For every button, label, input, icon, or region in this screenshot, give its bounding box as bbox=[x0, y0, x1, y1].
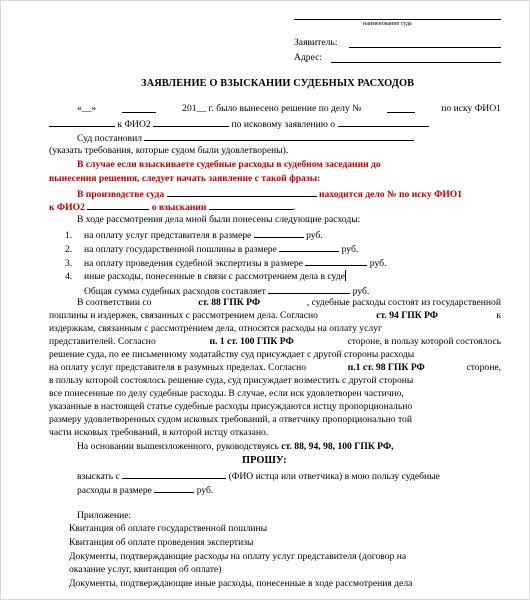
court-name-line bbox=[294, 19, 501, 20]
law-line-7: в пользу которой состоялось решение суда, суд присуждает возместить с другой стороны bbox=[49, 375, 414, 386]
law-line-11: части исковых требований, в которой истцу отказано. bbox=[49, 427, 269, 438]
law-line-6 bbox=[49, 362, 501, 374]
law-l4-c: стороне, в пользу которой состоялось bbox=[347, 336, 501, 347]
intro-line-3 bbox=[77, 131, 414, 145]
expense-item bbox=[65, 270, 346, 283]
expense-item bbox=[65, 242, 358, 256]
note-court-blank bbox=[167, 187, 317, 197]
basis-line-2 bbox=[77, 469, 440, 483]
expense-item bbox=[65, 228, 323, 242]
basis-recover-label: взыскать с bbox=[77, 471, 120, 482]
expense-item-unit: руб. bbox=[341, 244, 359, 255]
intro-claimant-blank bbox=[49, 117, 115, 127]
basis-amount-blank bbox=[154, 483, 194, 493]
intro-court-ruled: Суд постановил bbox=[77, 133, 143, 144]
attachment-item: Квитанция об оплате проведения экспертизы bbox=[69, 537, 254, 548]
law-l4-a: представителей. Согласно bbox=[49, 336, 156, 347]
law-l1-a: В соответствии со bbox=[77, 297, 152, 308]
expense-item-number: 4. bbox=[65, 271, 73, 282]
expense-item-text: на оплату государственной пошлины в размере bbox=[84, 244, 277, 255]
document-title: ЗАЯВЛЕНИЕ О ВЗЫСКАНИИ СУДЕБНЫХ РАСХОДОВ bbox=[141, 78, 415, 89]
basis-line-1 bbox=[77, 441, 394, 453]
expenses-total bbox=[84, 284, 369, 298]
basis-line-3 bbox=[77, 483, 213, 497]
request-heading: ПРОШУ: bbox=[242, 455, 287, 466]
court-name-caption: наименование суда bbox=[363, 21, 412, 27]
law-line-5: решение суда, по ее письменному ходатайству суд присуждает с другой стороны расходы bbox=[49, 349, 415, 360]
attachment-item: Документы, подтверждающие иные расходы, понесенные в ходе рассмотрения дела bbox=[69, 578, 413, 589]
law-art-94: ст. 94 ГПК РФ bbox=[376, 310, 439, 321]
intro-claim-subject-text: по исковому заявлению о bbox=[231, 119, 336, 130]
note-defendant-label: к ФИО2 bbox=[49, 202, 85, 213]
law-line-1 bbox=[77, 297, 501, 309]
note-recovery-blank bbox=[209, 200, 293, 210]
law-l2-c: к bbox=[496, 310, 501, 321]
note-line-3 bbox=[77, 187, 462, 201]
expense-item-unit: руб. bbox=[369, 258, 387, 269]
expense-item-number: 2. bbox=[65, 244, 73, 255]
law-line-8: все понесенные по делу судебные расходы. В случае, если иск удовлетворен частично, bbox=[49, 388, 404, 399]
law-l2: пошлины и издержек, связанных с рассмотрением дела. Согласно bbox=[49, 310, 318, 321]
law-art-100: п. 1 ст. 100 ГПК РФ bbox=[209, 336, 294, 347]
address-label: Адрес: bbox=[294, 52, 323, 63]
basis-amount-label: расходы в размере bbox=[77, 485, 152, 496]
intro-date-day: «__» bbox=[77, 103, 97, 114]
intro-line-2: к ФИО2 по исковому заявлению о . bbox=[49, 117, 430, 131]
expense-item-text: на оплату услуг представителя в размере bbox=[84, 230, 252, 241]
basis-amount-unit: руб. bbox=[196, 485, 214, 496]
expense-amount-blank bbox=[305, 256, 367, 266]
applicant-label: Заявитель: bbox=[294, 37, 338, 48]
basis-articles: ст. 88, 94, 98, 100 ГПК РФ, bbox=[281, 441, 394, 452]
note-line-4: к ФИО2 о взыскании . bbox=[49, 202, 296, 213]
intro-ruling-blank bbox=[144, 131, 414, 141]
basis-party-blank bbox=[122, 469, 226, 479]
law-line-9: указанные в настоящей статье судебные расходы присуждаются истцу пропорционально bbox=[49, 401, 413, 412]
expenses-total-label: Общая сумма судебных расходов составляет bbox=[84, 286, 266, 297]
note-proceeding-label: В производстве суда bbox=[77, 189, 165, 200]
intro-defendant-blank bbox=[153, 117, 229, 127]
intro-date-month-blank bbox=[122, 103, 156, 113]
expense-amount-blank bbox=[279, 242, 339, 252]
note-line-2: вынесения решения, следует начать заявление с такой фразы: bbox=[49, 173, 321, 184]
intro-defendant-label: к ФИО2 bbox=[117, 119, 151, 130]
expense-amount-blank bbox=[254, 228, 304, 238]
expenses-total-unit: руб. bbox=[352, 286, 370, 297]
expense-item-unit: руб. bbox=[306, 230, 323, 241]
expense-item-text: иные расходы, понесенные в связи с рассмотрением дела в суде bbox=[84, 271, 345, 282]
intro-line-4: (указать требования, которые судом были удовлетворены). bbox=[49, 145, 289, 156]
basis-party-hint: (ФИО истца или ответчика) в мою пользу судебные bbox=[228, 471, 440, 482]
attachments-label: Приложение: bbox=[77, 510, 132, 521]
expense-item-number: 3. bbox=[65, 258, 73, 269]
law-line-2 bbox=[49, 310, 501, 322]
applicant-line bbox=[349, 47, 501, 48]
law-art-88: ст. 88 ГПК РФ bbox=[198, 297, 261, 308]
law-line-3: издержкам, связанным с рассмотрением дела, относятся расходы на оплату услуг bbox=[49, 323, 382, 334]
intro-decision-text: 201__ г. было вынесено решение по делу № bbox=[182, 103, 362, 114]
law-line-4 bbox=[49, 336, 501, 348]
note-case-text: находится дело № по иску ФИО1 bbox=[318, 189, 463, 200]
law-l6-c: стороне, bbox=[466, 362, 501, 373]
address-line bbox=[331, 62, 501, 63]
attachment-item: оказание услуг, квитанция об оплате) bbox=[69, 564, 222, 575]
attachment-item: Документы, подтверждающие расходы на оплату услуг представителя (договор на bbox=[69, 551, 407, 562]
law-l6-a: на оплату услуг представителя в разумных пределах. Согласно bbox=[49, 362, 307, 373]
expenses-total-blank bbox=[268, 284, 350, 294]
law-line-10: размеру удовлетворенных судом исковых требований, а ответчику пропорционально той bbox=[49, 414, 412, 425]
expense-item-number: 1. bbox=[65, 230, 73, 241]
intro-claim-text: по иску ФИО1 bbox=[441, 103, 501, 114]
note-line-1: В случае если взыскиваете судебные расходы в судебном заседании до bbox=[77, 159, 381, 170]
expense-item-text: на оплату проведения судебной экспертизы в размере bbox=[84, 258, 303, 269]
expenses-intro: В ходе рассмотрения дела мной были понесены следующие расходы: bbox=[77, 214, 361, 225]
expense-item bbox=[65, 256, 386, 270]
basis-l1-a: На основании вышеизложенного, руководствуясь bbox=[77, 441, 279, 452]
law-l1-c: , судебные расходы состоят из государственной bbox=[306, 297, 501, 308]
law-art-98: п.1 ст. 98 ГПК РФ bbox=[347, 362, 425, 373]
note-defendant-blank bbox=[87, 200, 149, 210]
intro-line-1 bbox=[77, 103, 501, 115]
note-recovery-label: о взыскании bbox=[151, 202, 207, 213]
intro-case-number-blank bbox=[387, 103, 415, 113]
text-cursor bbox=[345, 270, 346, 281]
intro-claim-subject-blank bbox=[338, 117, 428, 127]
attachment-item: Квитанция об оплате государственной пошлины bbox=[69, 523, 268, 534]
